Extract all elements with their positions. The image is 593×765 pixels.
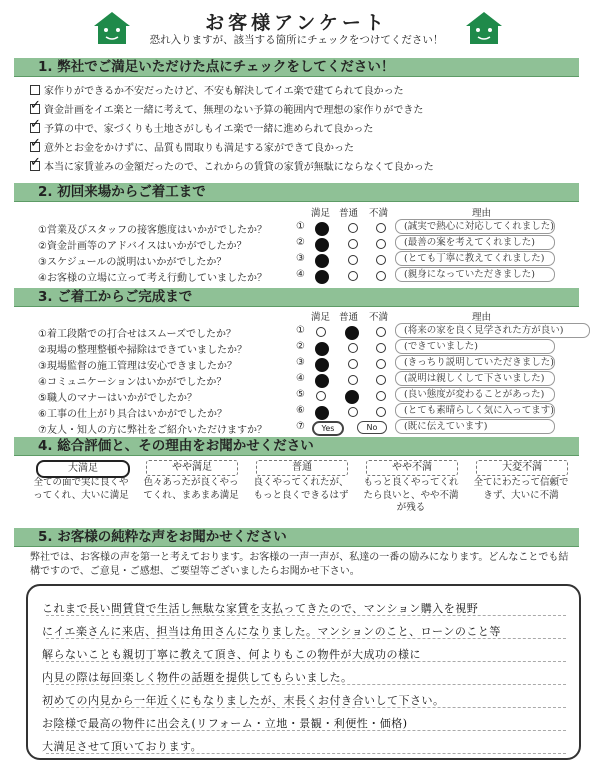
s2-q3-radio-good[interactable] — [315, 254, 329, 268]
s2-q1-reason[interactable]: (誠実で熱心に対応してくれました) — [395, 219, 555, 234]
eval-option-somewhat-dissatisfied[interactable]: やや不満 — [366, 460, 458, 476]
s3-row-num: ① — [296, 325, 305, 336]
eval-desc: 全ての面で実に良くやってくれ、大いに満足 — [33, 477, 129, 501]
s3-question-2: ②現場の整理整頓や掃除はできていましたか？ — [38, 345, 247, 356]
s3-q4-radio-good[interactable] — [315, 374, 329, 388]
comment-line-text: これまで長い間賃貸で生活し無駄な家賃を支払ってきたので、マンション購入を視野 — [42, 602, 479, 615]
eval-desc: 全てにわたって信頼できず、大いに不満 — [473, 477, 569, 501]
s3-row-num: ② — [296, 341, 305, 352]
s3-row-num: ④ — [296, 373, 305, 384]
comment-line-text: にイエ楽さんに来店、担当は角田さんになりました。マンションのこと、ローンのこと等 — [42, 625, 501, 638]
eval-option-very-dissatisfied[interactable]: 大変不満 — [476, 460, 568, 476]
s2-q1-radio-normal[interactable] — [348, 223, 358, 233]
s3-q3-reason[interactable]: (きっちり説明していただきました) — [395, 355, 555, 370]
comment-line-text: 解らないことも親切丁寧に教えて頂き、何よりもこの物件が大成功の様に — [42, 648, 422, 661]
s3-row-num: ③ — [296, 357, 305, 368]
section5-intro: 弊社では、お客様の声を第一と考えております。お客様の一声一声が、私達の一番の励みになります。どんなことでも結構ですので、ご意見・ご感想、ご要望等ございましたらお聞かせ下さい。 — [30, 552, 569, 577]
section4-title: 4. 総合評価と、その理由をお聞かせください — [14, 437, 579, 456]
s3-question-3: ③現場監督の施工管理は安心できましたか？ — [38, 361, 237, 372]
s2-q1-radio-good[interactable] — [315, 222, 329, 236]
s2-question-3: ③スケジュールの説明はいかがでしたか？ — [38, 257, 227, 268]
s2-row-num: ② — [296, 237, 305, 248]
s3-q5-radio-bad[interactable] — [376, 391, 386, 401]
s3-q5-radio-normal[interactable] — [345, 390, 359, 404]
s3-row-num: ⑥ — [296, 405, 305, 416]
header-good: 満足 — [311, 312, 331, 323]
section1-option[interactable]: ✓本当に家賃並みの金額だったので、これからの賃貸の家賃が無駄にならなくて良かった — [30, 160, 434, 175]
s3-q3-radio-bad[interactable] — [376, 359, 386, 369]
s3-q1-radio-bad[interactable] — [376, 327, 386, 337]
header-reason: 理由 — [472, 312, 492, 323]
s2-row-num: ① — [296, 221, 305, 232]
s2-q4-reason[interactable]: (親身になっていただきました) — [395, 267, 555, 282]
section1-option[interactable]: 家作りができるか不安だったけど、不安も解決してイエ楽で建てられて良かった — [30, 84, 404, 99]
s3-row-num: ⑤ — [296, 389, 305, 400]
s3-q6-radio-good[interactable] — [315, 406, 329, 420]
s3-q7-no-button[interactable]: No — [357, 421, 387, 434]
s3-q7-reason[interactable]: (既に伝えています) — [395, 419, 555, 434]
s3-question-5: ⑤職人のマナーはいかがでしたか？ — [38, 393, 197, 404]
section1-title: 1. 弊社でご満足いただけた点にチェックをしてください！ — [14, 58, 579, 77]
s3-q7-yes-button[interactable]: Yes — [312, 421, 344, 436]
s3-question-6: ⑥工事の仕上がり具合はいかがでしたか？ — [38, 409, 227, 420]
s3-row-num: ⑦ — [296, 421, 305, 432]
s3-q4-radio-normal[interactable] — [348, 375, 358, 385]
s2-q3-radio-bad[interactable] — [376, 255, 386, 265]
header-bad: 不満 — [369, 208, 389, 219]
s2-q4-radio-normal[interactable] — [348, 271, 358, 281]
s2-question-1: ①営業及びスタッフの接客態度はいかがでしたか？ — [38, 225, 267, 236]
checkbox-5[interactable] — [30, 161, 40, 171]
eval-desc: 色々あったが良くやってくれ、まあまあ満足 — [143, 477, 239, 501]
checkbox-1[interactable] — [30, 85, 40, 95]
comment-line-text: お陰様で最高の物件に出会え(リフォーム・立地・景観・利便性・価格) — [42, 717, 408, 730]
comment-line-text: 内見の際は毎回楽しく物件の話題を提供してもらいました。 — [42, 671, 353, 684]
s2-q2-reason[interactable]: (最善の案を考えてくれました) — [395, 235, 555, 250]
s3-question-7: ⑦友人・知人の方に弊社をご紹介いただけますか？ — [38, 425, 267, 436]
header-normal: 普通 — [339, 208, 359, 219]
comment-line-text: 大満足させて頂いております。 — [42, 740, 203, 753]
page-subtitle: 恐れ入りますが、該当する箇所にチェックをつけてください！ — [149, 34, 444, 46]
s2-q3-radio-normal[interactable] — [348, 255, 358, 265]
s3-q1-radio-normal[interactable] — [345, 326, 359, 340]
s3-q1-reason[interactable]: (将来の家を良く見学された方が良い) — [395, 323, 590, 338]
s3-q5-reason[interactable]: (良い態度が変わることがあった) — [395, 387, 555, 402]
s3-q6-radio-normal[interactable] — [348, 407, 358, 417]
comment-line-text: 初めての内見から一年近くにもなりましたが、末長くお付き合いして下さい。 — [42, 694, 445, 707]
s2-question-2: ②資金計画等のアドバイスはいかがでしたか？ — [38, 241, 247, 252]
eval-option-somewhat-satisfied[interactable]: やや満足 — [146, 460, 238, 476]
s3-q1-radio-good[interactable] — [316, 327, 326, 337]
s2-q2-radio-bad[interactable] — [376, 239, 386, 249]
s2-q2-radio-normal[interactable] — [348, 239, 358, 249]
s2-q4-radio-good[interactable] — [315, 270, 329, 284]
header-bad: 不満 — [369, 312, 389, 323]
s2-row-num: ④ — [296, 269, 305, 280]
s3-q5-radio-good[interactable] — [316, 391, 326, 401]
eval-desc: 良くやってくれたが、もっと良くできるはず — [253, 477, 349, 501]
section2-title: 2. 初回来場からご着工まで — [14, 183, 579, 202]
section3-title: 3. ご着工からご完成まで — [14, 288, 579, 307]
s3-q4-reason[interactable]: (説明は親しくして下さいました) — [395, 371, 555, 386]
s2-q4-radio-bad[interactable] — [376, 271, 386, 281]
checkbox-4[interactable] — [30, 142, 40, 152]
s2-q3-reason[interactable]: (とても丁寧に教えてくれました) — [395, 251, 555, 266]
checkbox-3[interactable] — [30, 123, 40, 133]
s3-q4-radio-bad[interactable] — [376, 375, 386, 385]
s2-question-4: ④お客様の立場に立って考え行動していましたか？ — [38, 273, 267, 284]
s3-question-1: ①着工段階での打合せはスムーズでしたか？ — [38, 329, 236, 340]
s3-question-4: ④コミュニケーションはいかがでしたか？ — [38, 377, 227, 388]
section1-option[interactable]: ✓意外とお金をかけずに、品質も間取りも満足する家ができて良かった — [30, 141, 354, 156]
s3-q3-radio-good[interactable] — [315, 358, 329, 372]
s3-q2-radio-normal[interactable] — [348, 343, 358, 353]
eval-option-very-satisfied[interactable]: 大満足 — [36, 460, 130, 478]
s3-q2-reason[interactable]: (できていました) — [395, 339, 555, 354]
checkbox-2[interactable] — [30, 104, 40, 114]
s2-row-num: ③ — [296, 253, 305, 264]
header-reason: 理由 — [472, 208, 492, 219]
s3-q3-radio-normal[interactable] — [348, 359, 358, 369]
page-title: お客様アンケート — [205, 12, 388, 34]
section1-option[interactable]: ✓資金計画をイエ楽と一緒に考えて、無理のない予算の範囲内で理想の家作りができた — [30, 103, 423, 118]
s2-q2-radio-good[interactable] — [315, 238, 329, 252]
header-normal: 普通 — [339, 312, 359, 323]
eval-option-neutral[interactable]: 普通 — [256, 460, 348, 476]
section5-title: 5. お客様の純粋な声をお聞かせください — [14, 528, 579, 547]
eval-desc: もっと良くやってくれたら良いと、やや不満が残る — [363, 477, 459, 513]
s3-q2-radio-bad[interactable] — [376, 343, 386, 353]
s3-q2-radio-good[interactable] — [315, 342, 329, 356]
s2-q1-radio-bad[interactable] — [376, 223, 386, 233]
s3-q6-reason[interactable]: (とても素晴らしく気に入ってます) — [395, 403, 555, 418]
s3-q6-radio-bad[interactable] — [376, 407, 386, 417]
header-good: 満足 — [311, 208, 331, 219]
section1-option[interactable]: ✓予算の中で、家づくりも土地さがしもイエ楽で一緒に進められて良かった — [30, 122, 373, 137]
